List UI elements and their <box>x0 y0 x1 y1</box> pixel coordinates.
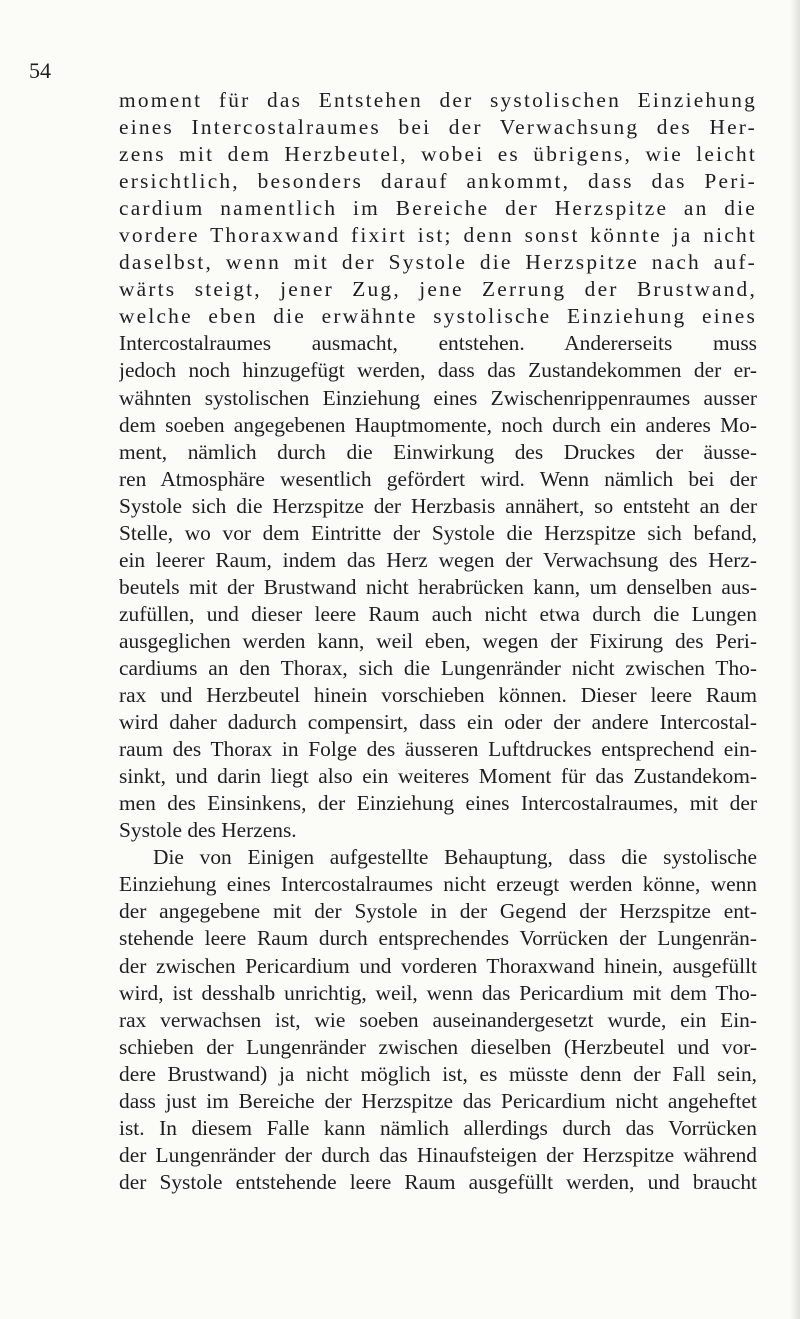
text-line: welche eben die erwähnte systolische Einziehung eines <box>119 304 757 329</box>
text-line: cardiums an den Thorax, sich die Lungenränder nicht zwischen Tho- <box>119 655 757 680</box>
text-line: Die von Einigen aufgestellte Behauptung, dass die systolische <box>153 845 757 870</box>
text-line: vordere Thoraxwand fixirt ist; denn sonst könnte ja nicht <box>119 223 757 248</box>
page-edge-shadow <box>790 0 800 1319</box>
text-line: rax verwachsen ist, wie soeben auseinandergesetzt wurde, ein Ein- <box>119 1007 757 1032</box>
text-line: daselbst, wenn mit der Systole die Herzspitze nach auf- <box>119 250 757 275</box>
text-line: stehende leere Raum durch entsprechendes Vorrücken der Lungenrän- <box>119 926 757 951</box>
text-line: ist. In diesem Falle kann nämlich allerdings durch das Vorrücken <box>119 1115 757 1140</box>
text-line: Einziehung eines Intercostalraumes nicht erzeugt werden könne, wenn <box>119 872 757 897</box>
text-line: sinkt, und darin liegt also ein weiteres Moment für das Zustandekom- <box>119 764 757 789</box>
text-line: ausgeglichen werden kann, weil eben, wegen der Fixirung des Peri- <box>119 628 757 653</box>
text-line: eines Intercostalraumes bei der Verwachsung des Her- <box>119 115 757 140</box>
text-line: der Lungenränder der durch das Hinaufsteigen der Herzspitze während <box>119 1142 757 1167</box>
text-line: der angegebene mit der Systole in der Gegend der Herzspitze ent- <box>119 899 757 924</box>
text-line: wird, ist desshalb unrichtig, weil, wenn das Pericardium mit dem Tho- <box>119 980 757 1005</box>
text-line: cardium namentlich im Bereiche der Herzspitze an die <box>119 196 757 221</box>
page-number: 54 <box>29 58 51 83</box>
text-line: zufüllen, und dieser leere Raum auch nicht etwa durch die Lungen <box>119 601 757 626</box>
text-line: ren Atmosphäre wesentlich gefördert wird. Wenn nämlich bei der <box>119 466 757 491</box>
text-line: der Systole entstehende leere Raum ausgefüllt werden, und braucht <box>119 1169 757 1194</box>
text-line: raum des Thorax in Folge des äusseren Luftdruckes entsprechend ein- <box>119 737 757 762</box>
text-line: beutels mit der Brustwand nicht herabrücken kann, um denselben aus- <box>119 574 757 599</box>
text-line: jedoch noch hinzugefügt werden, dass das Zustandekommen der er- <box>119 358 757 383</box>
body-text <box>119 87 757 1196</box>
text-line: schieben der Lungenränder zwischen dieselben (Herzbeutel und vor- <box>119 1034 757 1059</box>
text-line: Systole des Herzens. <box>119 818 297 843</box>
text-line: Intercostalraumes ausmacht, entstehen. Andererseits muss <box>119 331 757 356</box>
text-line: ment, nämlich durch die Einwirkung des Druckes der äusse- <box>119 439 757 464</box>
text-line: wärts steigt, jener Zug, jene Zerrung der Brustwand, <box>119 277 757 302</box>
text-line: der zwischen Pericardium und vorderen Thoraxwand hinein, ausgefüllt <box>119 953 757 978</box>
text-line: zens mit dem Herzbeutel, wobei es übrigens, wie leicht <box>119 142 757 167</box>
text-line: ein leerer Raum, indem das Herz wegen der Verwachsung des Herz- <box>119 547 757 572</box>
text-line: wähnten systolischen Einziehung eines Zwischenrippenraumes ausser <box>119 385 757 410</box>
text-line: rax und Herzbeutel hinein vorschieben können. Dieser leere Raum <box>119 683 757 708</box>
text-line: moment für das Entstehen der systolischen Einziehung <box>119 88 757 112</box>
text-line: Stelle, wo vor dem Eintritte der Systole die Herzspitze sich befand, <box>119 520 757 545</box>
text-line: dem soeben angegebenen Hauptmomente, noch durch ein anderes Mo- <box>119 412 757 437</box>
text-line: Systole sich die Herzspitze der Herzbasis annähert, so entsteht an der <box>119 493 757 518</box>
text-line: wird daher dadurch compensirt, dass ein oder der andere Intercostal- <box>119 710 757 735</box>
text-line: ersichtlich, besonders darauf ankommt, dass das Peri- <box>119 169 757 194</box>
text-line: men des Einsinkens, der Einziehung eines Intercostalraumes, mit der <box>119 791 757 816</box>
text-line: dere Brustwand) ja nicht möglich ist, es müsste denn der Fall sein, <box>119 1061 757 1086</box>
text-line: dass just im Bereiche der Herzspitze das Pericardium nicht angeheftet <box>119 1088 757 1113</box>
